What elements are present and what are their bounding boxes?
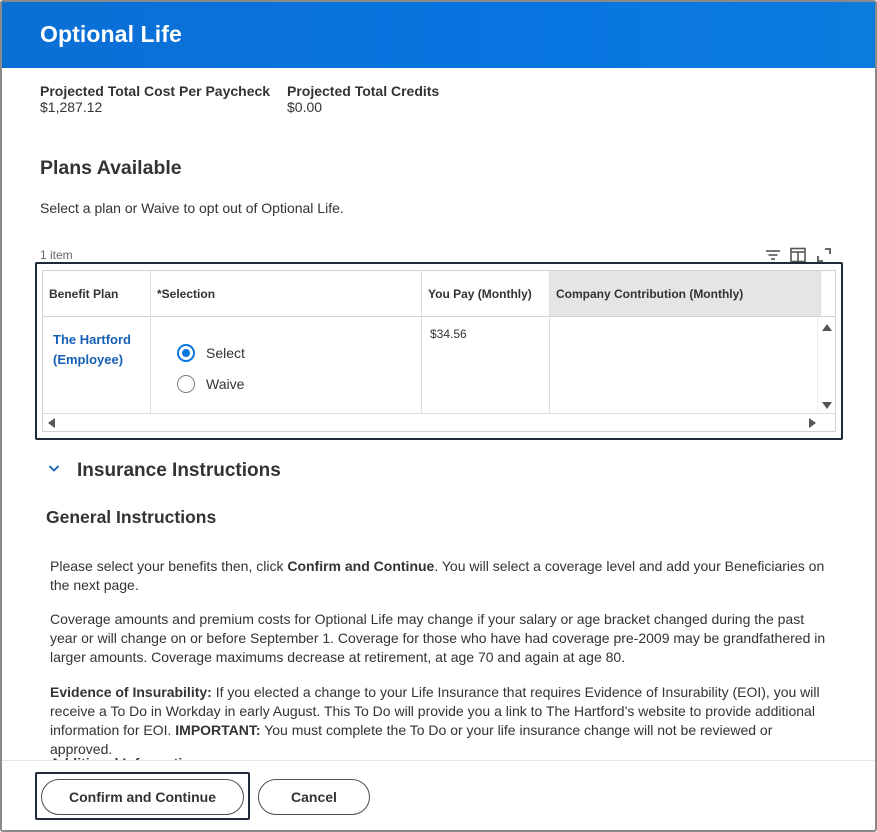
column-header-spacer bbox=[821, 271, 836, 317]
page-title: Optional Life bbox=[40, 21, 182, 47]
scroll-right-arrow-icon[interactable] bbox=[809, 418, 816, 428]
projected-cost-label: Projected Total Cost Per Paycheck bbox=[40, 83, 271, 99]
column-header-company-contribution[interactable]: Company Contribution (Monthly) bbox=[550, 271, 821, 317]
scroll-down-arrow-icon[interactable] bbox=[822, 402, 832, 409]
p3-text-b: You must complete the To Do or your life insurance change will not be reviewed or approved. bbox=[50, 722, 773, 757]
p1-text-b: . You will select a coverage level and add your Beneficiaries on the next page. bbox=[50, 558, 825, 593]
item-count: 1 item bbox=[40, 248, 73, 262]
column-header-selection[interactable]: *Selection bbox=[151, 271, 422, 317]
radio-select-checked[interactable] bbox=[177, 344, 195, 362]
cell-selection bbox=[151, 318, 422, 413]
page-header bbox=[2, 2, 875, 68]
general-instructions-title: General Instructions bbox=[46, 507, 217, 527]
p3-bold-b: IMPORTANT: bbox=[175, 722, 261, 738]
instructions-paragraph-1 bbox=[50, 557, 830, 595]
column-header-benefit-plan[interactable]: Benefit Plan bbox=[43, 271, 151, 317]
instructions-paragraph-3 bbox=[50, 683, 830, 759]
chevron-down-icon[interactable] bbox=[47, 461, 61, 475]
cell-you-pay bbox=[422, 318, 550, 413]
plans-description: Select a plan or Waive to opt out of Optional Life. bbox=[40, 200, 344, 216]
p1-bold: Confirm and Continue bbox=[287, 558, 435, 574]
plans-available-title: Plans Available bbox=[40, 157, 182, 179]
radio-select-label: Select bbox=[206, 345, 245, 361]
p1-text-a: Please select your benefits then, click bbox=[50, 558, 288, 574]
radio-waive-label: Waive bbox=[206, 376, 245, 392]
scroll-up-arrow-icon[interactable] bbox=[822, 324, 832, 331]
projected-credits-value: $0.00 bbox=[287, 99, 323, 115]
horizontal-scrollbar[interactable] bbox=[43, 413, 836, 431]
p3-text-a: If you elected a change to your Life Insurance that requires Evidence of Insurability (EOI), you will receive a To Do in Workday in early August. This To Do will provide you a link to The Hartford’s website to provide additional information for EOI. bbox=[50, 684, 820, 738]
radio-option-select[interactable] bbox=[177, 344, 245, 362]
plan-link-the-hartford[interactable]: The Hartford (Employee) bbox=[53, 332, 131, 367]
you-pay-value: $34.56 bbox=[430, 327, 467, 341]
insurance-instructions-toggle[interactable]: Insurance Instructions bbox=[77, 460, 281, 481]
projected-cost-value: $1,287.12 bbox=[40, 99, 103, 115]
instructions-paragraph-2: Coverage amounts and premium costs for Optional Life may change if your salary or age bracket changed during the past year or will change on or before September 1. Coverage for those who have had coverage pre-2009 may be grandfathered in larger amounts. Coverage maximums decrease at retirement, at age 70 and again at age 80. bbox=[50, 611, 826, 665]
scroll-left-arrow-icon[interactable] bbox=[48, 418, 55, 428]
vertical-scrollbar[interactable] bbox=[817, 318, 835, 413]
plans-grid bbox=[42, 270, 836, 432]
plans-grid-focus-ring bbox=[35, 262, 843, 440]
column-header-you-pay[interactable]: You Pay (Monthly) bbox=[422, 271, 550, 317]
cell-benefit-plan bbox=[43, 318, 151, 413]
radio-option-waive[interactable] bbox=[177, 375, 244, 393]
projected-credits-label: Projected Total Credits bbox=[287, 83, 440, 99]
cancel-button[interactable]: Cancel bbox=[258, 779, 370, 815]
radio-waive-unchecked[interactable] bbox=[177, 375, 195, 393]
p3-bold-a: Evidence of Insurability: bbox=[50, 684, 212, 700]
cell-company-contribution bbox=[550, 318, 821, 413]
confirm-and-continue-button[interactable]: Confirm and Continue bbox=[41, 779, 244, 815]
